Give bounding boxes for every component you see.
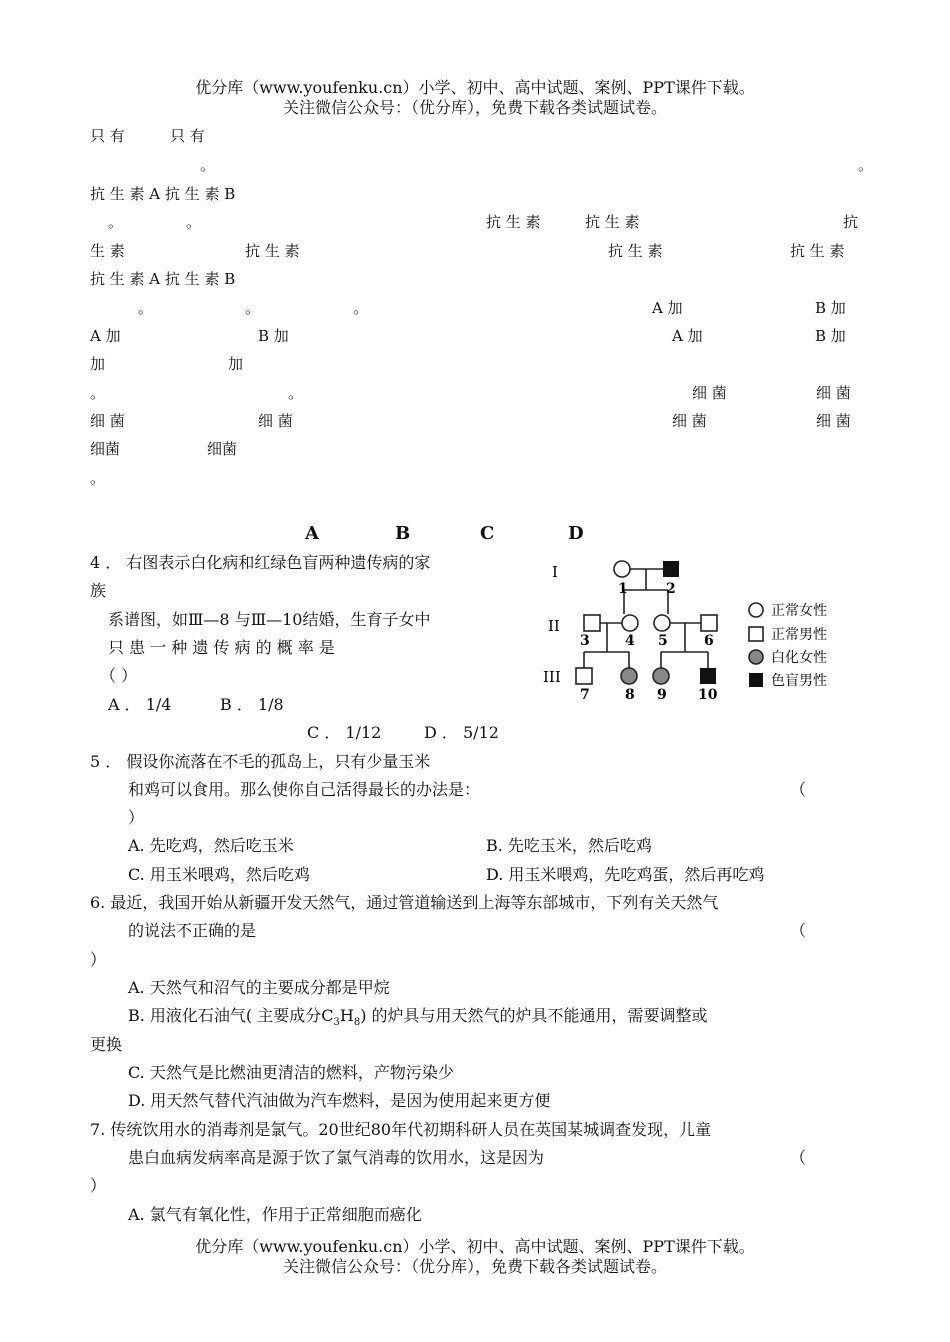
q6-paren-open: （ [790, 921, 807, 940]
pedigree-legend [749, 602, 827, 689]
q4-option-d: D ． 5/12 [424, 723, 499, 742]
individual-9 [653, 668, 669, 684]
fragment-dot: 。 [90, 384, 106, 402]
individual-id: 3 [580, 633, 590, 649]
q6-option-b: B. 用液化石油气( 主要成分$C_3H_8$) 的炉具与用天然气的炉具不能通用，需要调整或 [128, 1006, 708, 1029]
individual-id: 4 [625, 633, 635, 649]
q5-option-b: B. 先吃玉米，然后吃鸡 [486, 836, 652, 855]
q4-stem-line-1: 4 ． 右图表示白化病和红绿色盲两种遗传病的家 [90, 553, 431, 572]
fragment-bacteria: 细 菌 [816, 412, 851, 430]
fragment-antibiotic: 抗 生 素 [585, 213, 640, 231]
fragment-bacteria: 细 菌 [816, 384, 851, 402]
q6-option-d: D. 用天然气替代汽油做为汽车燃料，是因为使用起来更方便 [128, 1091, 551, 1110]
fragment-dot: 。 [200, 156, 216, 174]
q5-paren-open: （ [790, 780, 807, 799]
fragment-antibiotic: 抗 生 素 [486, 213, 541, 231]
q7-stem-line-1: 7. 传统饮用水的消毒剂是氯气。20世纪80年代初期科研人员在英国某城调查发现，儿童 [90, 1120, 712, 1139]
fragment-jia: 加 [228, 355, 244, 373]
q6-stem-line-2: 的说法不正确的是 [128, 921, 257, 940]
fragment-b-jia: B 加 [815, 327, 846, 345]
fragment-sheng-su: 生 素 [90, 242, 125, 260]
q4-option-b: B ． 1/8 [220, 695, 284, 714]
q6-option-c: C. 天然气是比燃油更清洁的燃料，产物污染少 [128, 1063, 454, 1082]
individual-id: 1 [618, 581, 628, 597]
individual-id: 7 [580, 687, 590, 702]
q4-stem-line-2: 族 [90, 581, 107, 600]
fragment-zhiyou: 只 有 [90, 127, 125, 145]
individual-3 [584, 615, 600, 631]
option-label-c: C [480, 523, 495, 544]
fragment-antibiotic: 抗 生 素 [608, 242, 663, 260]
fragment-bacteria: 细 菌 [90, 412, 125, 430]
fragment-dot: 。 [186, 213, 202, 231]
individual-6 [701, 615, 717, 631]
q5-stem-line-2: 和鸡可以食用。那么使你自己活得最长的办法是： [128, 780, 481, 799]
q4-stem-line-4: 只 患 一 种 遗 传 病 的 概 率 是 [108, 638, 335, 657]
fragment-dot: 。 [245, 299, 261, 317]
legend-label: 色盲男性 [771, 673, 827, 689]
q6-option-a: A. 天然气和沼气的主要成分都是甲烷 [128, 978, 390, 997]
fragment-zhiyou: 只 有 [170, 127, 205, 145]
legend-normal-female-icon [749, 603, 763, 617]
individual-id: 10 [698, 687, 718, 702]
footer-line-2: 关注微信公众号：（优分库），免费下载各类试题试卷。 [282, 1257, 667, 1276]
fragment-bacteria: 细 菌 [672, 412, 707, 430]
generation-labels [543, 563, 561, 686]
q4-stem-line-3: 系谱图，如Ⅲ—8 与Ⅲ—10结婚，生育子女中 [108, 610, 431, 629]
q4-answer-blank: （ ） [100, 666, 138, 685]
q5-option-d: D. 用玉米喂鸡，先吃鸡蛋，然后再吃鸡 [486, 865, 765, 884]
individual-id: 5 [658, 633, 668, 649]
legend-label: 正常男性 [771, 627, 827, 643]
fragment-a-jia: A 加 [672, 327, 703, 345]
generation-label: II [548, 617, 560, 635]
legend-normal-male-icon [749, 627, 763, 641]
individual-5 [654, 615, 670, 631]
individual-1 [614, 561, 630, 577]
fragment-bacteria: 细菌 [207, 440, 238, 458]
legend-label: 正常女性 [771, 603, 827, 619]
fragment-bacteria: 细菌 [90, 440, 121, 458]
q4-option-a: A ． 1/4 [108, 695, 172, 714]
fragment-b-jia: B 加 [815, 299, 846, 317]
header-line-1: 优分库（www.youfenku.cn）小学、初中、高中试题、案例、PPT课件下载。 [195, 78, 755, 97]
fragment-jia: 加 [90, 355, 106, 373]
pedigree-diagram [538, 552, 850, 702]
individual-8 [621, 668, 637, 684]
fragment-dot: 。 [288, 384, 304, 402]
fragment-b-jia: B 加 [258, 327, 289, 345]
legend-albino-female-icon [749, 650, 763, 664]
individual-4 [622, 615, 638, 631]
fragment-dot: 。 [138, 299, 154, 317]
footer-line-1: 优分库（www.youfenku.cn）小学、初中、高中试题、案例、PPT课件下载。 [195, 1237, 755, 1256]
fragment-antibiotic-ab: 抗 生 素 A 抗 生 素 B [90, 185, 236, 203]
individual-id: 9 [657, 687, 667, 702]
legend-colorblind-male-icon [749, 673, 763, 687]
fragment-antibiotic: 抗 生 素 [790, 242, 845, 260]
q4-option-c: C ． 1/12 [307, 723, 382, 742]
fragment-antibiotic: 抗 生 素 [245, 242, 300, 260]
fragment-a-jia: A 加 [90, 327, 121, 345]
q5-option-a: A. 先吃鸡，然后吃玉米 [128, 836, 294, 855]
header-line-2: 关注微信公众号：（优分库），免费下载各类试题试卷。 [282, 98, 667, 117]
fragment-bacteria: 细 菌 [692, 384, 727, 402]
fragment-dot: 。 [858, 156, 874, 174]
generation-label: III [543, 668, 561, 686]
q7-option-a: A. 氯气有氧化性，作用于正常细胞而癌化 [128, 1205, 422, 1224]
fragment-dot: 。 [353, 299, 369, 317]
fragment-antibiotic-ab: 抗 生 素 A 抗 生 素 B [90, 270, 236, 288]
q6-option-b-continued: 更换 [90, 1035, 123, 1054]
fragment-kang: 抗 [843, 213, 859, 231]
generation-label: I [552, 563, 558, 581]
fragment-bacteria: 细 菌 [258, 412, 293, 430]
q6-paren-close: ） [90, 950, 107, 969]
q6-stem-line-1: 6. 最近，我国开始从新疆开发天然气，通过管道输送到上海等东部城市，下列有关天然气 [90, 893, 719, 912]
individual-10 [700, 668, 716, 684]
q7-paren-close: ） [90, 1176, 107, 1195]
q7-stem-line-2: 患白血病发病率高是源于饮了氯气消毒的饮用水，这是因为 [128, 1148, 545, 1167]
fragment-dot: 。 [90, 469, 106, 487]
individual-2 [663, 561, 679, 577]
q7-paren-open: （ [790, 1148, 807, 1167]
individual-id: 2 [666, 581, 676, 597]
option-label-b: B [395, 523, 411, 544]
individual-id: 6 [704, 633, 714, 649]
fragment-a-jia: A 加 [652, 299, 683, 317]
q5-paren-close: ） [128, 808, 145, 827]
individual-7 [576, 668, 592, 684]
fragment-dot: 。 [108, 213, 124, 231]
option-label-d: D [568, 523, 584, 544]
option-label-a: A [305, 523, 319, 544]
q5-stem-line-1: 5 ． 假设你流落在不毛的孤岛上，只有少量玉米 [90, 752, 431, 771]
q5-option-c: C. 用玉米喂鸡，然后吃鸡 [128, 865, 310, 884]
individual-id: 8 [625, 687, 635, 702]
legend-label: 白化女性 [771, 650, 827, 666]
